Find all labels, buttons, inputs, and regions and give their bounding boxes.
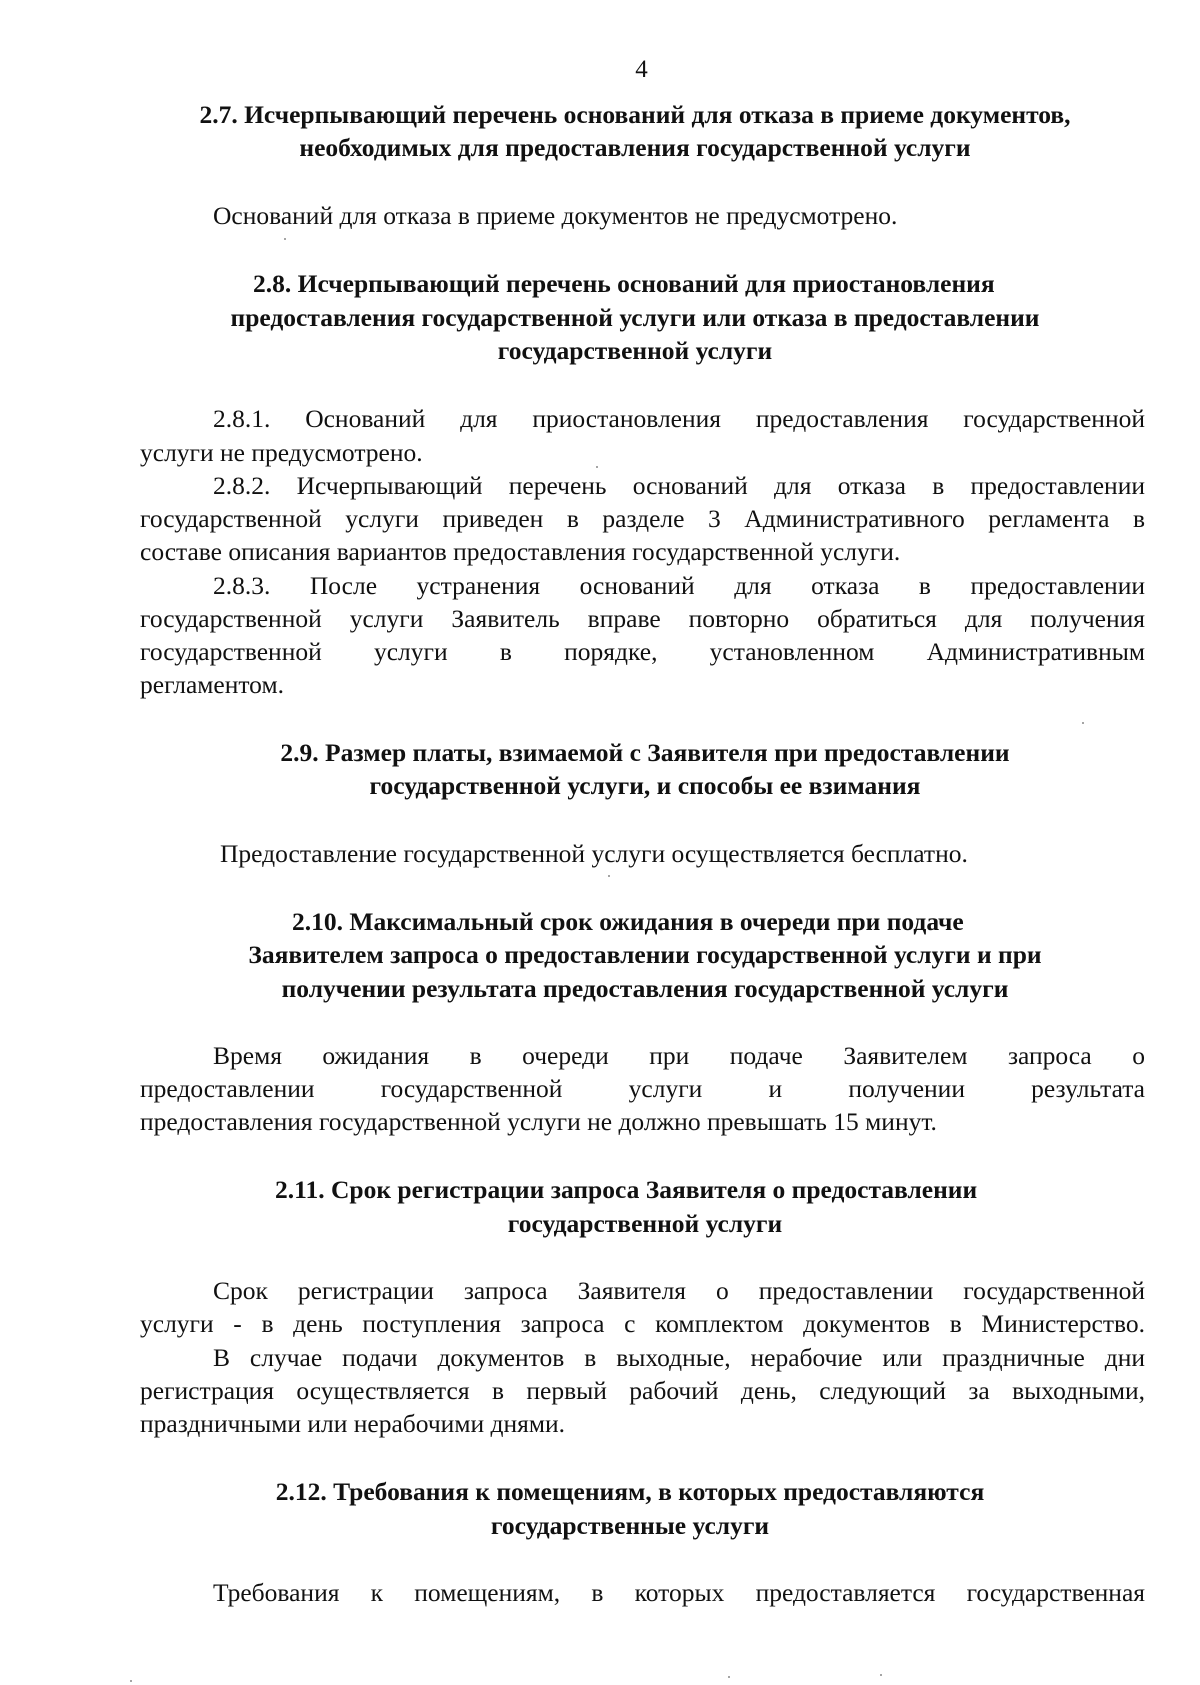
section-2-8-heading-line-3: государственной услуги — [497, 336, 773, 365]
section-2-12-heading-line-2: государственные услуги — [490, 1511, 770, 1540]
section-2-7-heading-line-1: 2.7. Исчерпывающий перечень оснований для отказа в приеме документов, — [199, 100, 1071, 129]
section-2-11-paragraph-2-line-2: регистрация осуществляется в первый рабочий день, следующий за выходными, — [140, 1376, 1145, 1405]
scan-speck — [880, 1674, 882, 1676]
section-2-10-paragraph-line-2: предоставлении государственной услуги и получении результата — [140, 1074, 1145, 1103]
scan-speck — [728, 1676, 730, 1678]
section-2-7-paragraph: Оснований для отказа в приеме документов не предусмотрено. — [213, 201, 898, 230]
section-2-11-paragraph-1-line-2: услуги - в день поступления запроса с комплектом документов в Министерство. — [140, 1309, 1145, 1338]
section-2-8-1-line-2: услуги не предусмотрено. — [140, 438, 423, 467]
section-2-11-heading-line-1: 2.11. Срок регистрации запроса Заявителя о предоставлении — [275, 1175, 978, 1204]
section-2-8-1-line-1: 2.8.1. Оснований для приостановления предоставления государственной — [213, 404, 1145, 433]
section-2-8-3-line-2: государственной услуги Заявитель вправе повторно обратиться для получения — [140, 604, 1145, 633]
section-2-8-3-line-1: 2.8.3. После устранения оснований для отказа в предоставлении — [213, 571, 1145, 600]
section-2-8-heading-line-2: предоставления государственной услуги или отказа в предоставлении — [230, 303, 1040, 332]
section-2-8-2-line-2: государственной услуги приведен в разделе 3 Административного регламента в — [140, 504, 1145, 533]
section-2-8-2-line-3: составе описания вариантов предоставления государственной услуги. — [140, 537, 901, 566]
section-2-10-heading-line-2: Заявителем запроса о предоставлении государственной услуги и при — [248, 940, 1042, 969]
scan-speck — [130, 1680, 132, 1682]
scan-speck — [284, 238, 286, 240]
section-2-10-heading-line-3: получении результата предоставления государственной услуги — [281, 974, 1009, 1003]
section-2-9-heading-line-1: 2.9. Размер платы, взимаемой с Заявителя при предоставлении — [280, 738, 1010, 767]
section-2-10-paragraph-line-1: Время ожидания в очереди при подаче Заявителем запроса о — [213, 1041, 1145, 1070]
section-2-8-3-line-3: государственной услуги в порядке, установленном Административным — [140, 637, 1145, 666]
section-2-9-paragraph: Предоставление государственной услуги осуществляется бесплатно. — [220, 839, 968, 868]
section-2-10-heading-line-1: 2.10. Максимальный срок ожидания в очереди при подаче — [292, 907, 964, 936]
section-2-11-paragraph-1-line-1: Срок регистрации запроса Заявителя о предоставлении государственной — [213, 1276, 1145, 1305]
section-2-11-paragraph-2-line-1: В случае подачи документов в выходные, нерабочие или праздничные дни — [213, 1343, 1145, 1372]
section-2-8-3-line-4: регламентом. — [140, 670, 284, 699]
section-2-7-heading-line-2: необходимых для предоставления государственной услуги — [299, 133, 971, 162]
section-2-8-2-line-1: 2.8.2. Исчерпывающий перечень оснований для отказа в предоставлении — [213, 471, 1145, 500]
scan-speck — [1082, 722, 1084, 724]
section-2-11-heading-line-2: государственной услуги — [507, 1209, 783, 1238]
section-2-8-heading-line-1: 2.8. Исчерпывающий перечень оснований для приостановления — [253, 269, 995, 298]
scan-speck — [596, 466, 598, 468]
scan-speck — [608, 875, 610, 877]
page-number: 4 — [635, 56, 648, 83]
section-2-11-paragraph-2-line-3: праздничными или нерабочими днями. — [140, 1409, 565, 1438]
section-2-12-heading-line-1: 2.12. Требования к помещениям, в которых предоставляются — [275, 1477, 985, 1506]
section-2-12-paragraph-line-1: Требования к помещениям, в которых предоставляется государственная — [213, 1578, 1145, 1607]
section-2-10-paragraph-line-3: предоставления государственной услуги не должно превышать 15 минут. — [140, 1107, 937, 1136]
section-2-9-heading-line-2: государственной услуги, и способы ее взимания — [369, 771, 921, 800]
